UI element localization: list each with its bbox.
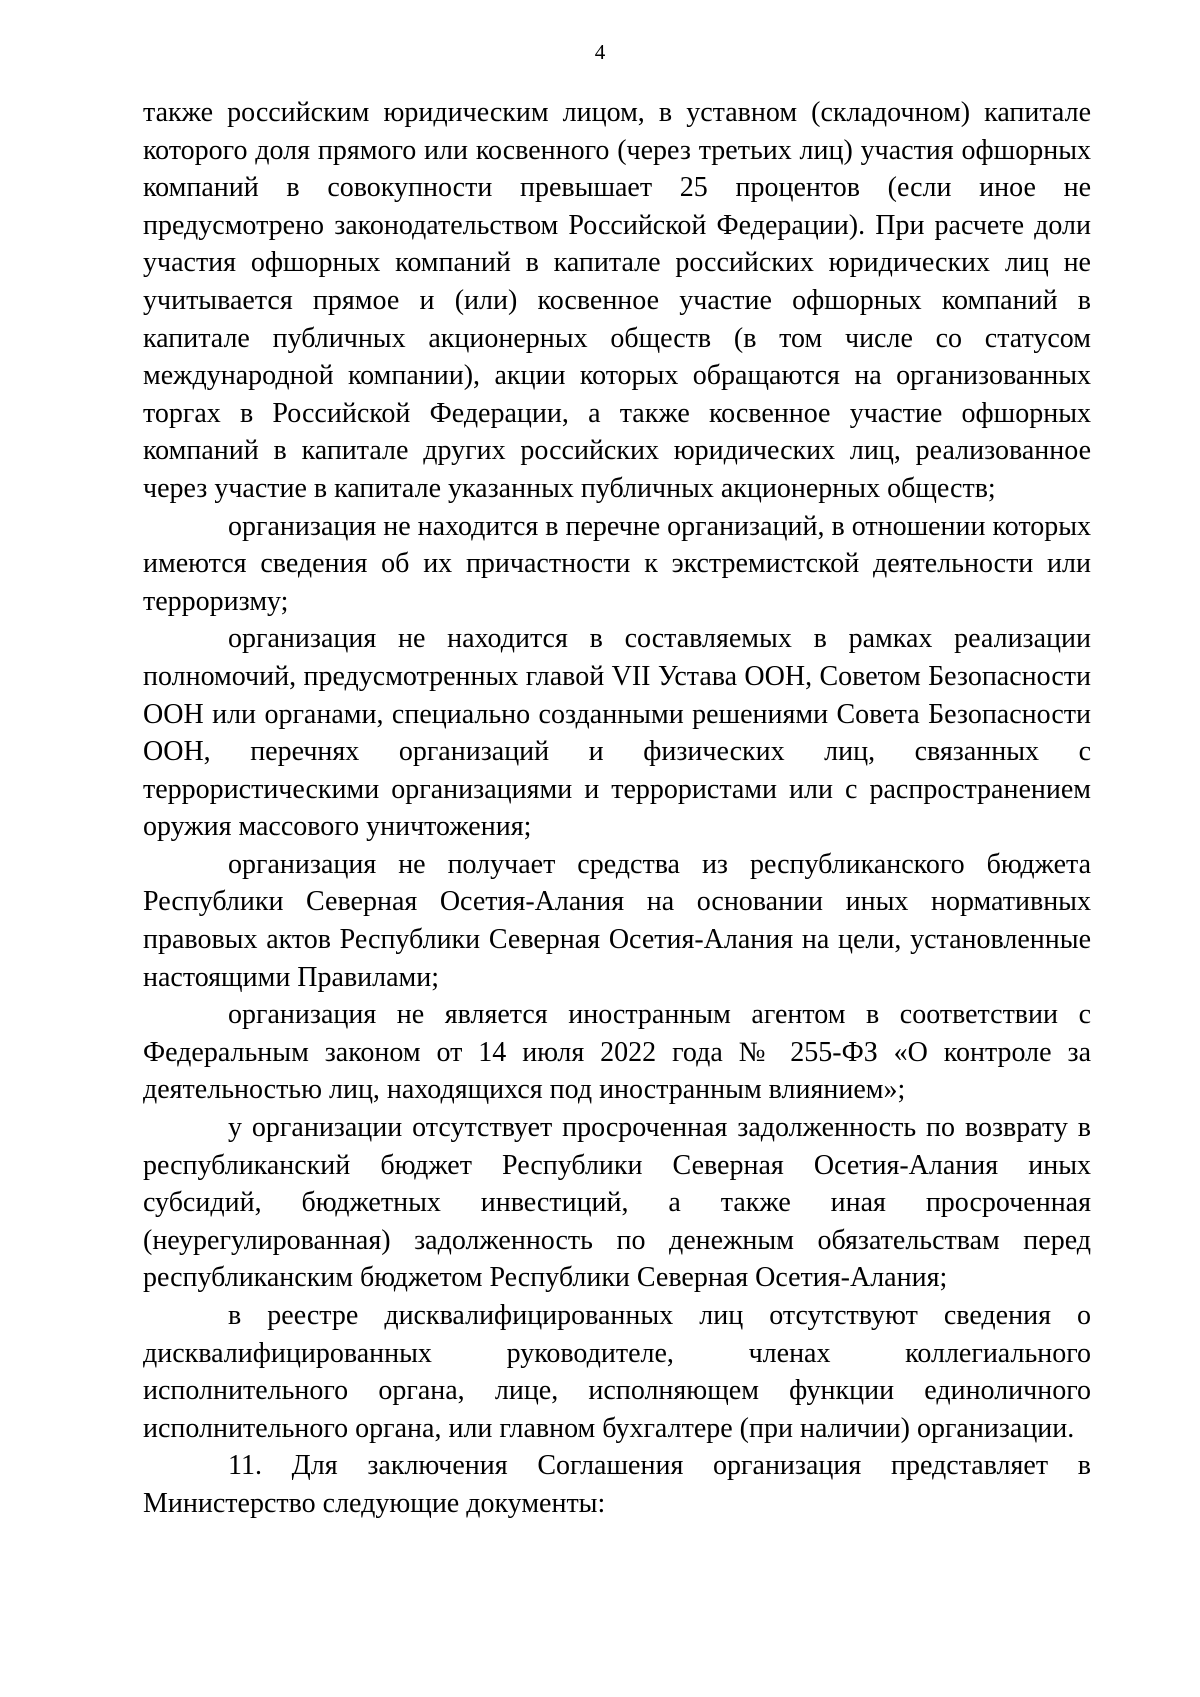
paragraph-un-sanctions-list: организация не находится в составляемых в рамках реализации полномочий, предусмотренных главой VII Устава ООН, Советом Безопасности ООН или органами, специально созданными решениями Совета Безопасности ООН, перечнях организаций и физических лиц, связанных с террористическими организациями и террористами или с распространением оружия массового уничтожения; bbox=[143, 623, 1091, 843]
document-body bbox=[143, 94, 1091, 1523]
page-number: 4 bbox=[594, 40, 606, 64]
paragraph-not-foreign-agent: организация не является иностранным агентом в соответствии с Федеральным законом от 14 июля 2022 года № 255-ФЗ «О контроле за деятельностью лиц, находящихся под иностранным влиянием»; bbox=[143, 999, 1091, 1106]
paragraph-disqualified-persons: в реестре дисквалифицированных лиц отсутствуют сведения о дисквалифицированных руководителе, членах коллегиального исполнительного органа, лице, исполняющем функции единоличного исполнительного органа, или главном бухгалтере (при наличии) организации. bbox=[143, 1300, 1091, 1444]
paragraph-no-overdue-debt: у организации отсутствует просроченная задолженность по возврату в республиканский бюджет Республики Северная Осетия-Алания иных субсидий, бюджетных инвестиций, а также иная просроченная (неурегулированная) задолженность по денежным обязательствам перед республиканским бюджетом Республики Северная Осетия-Алания; bbox=[143, 1112, 1091, 1294]
paragraph-extremism-list: организация не находится в перечне организаций, в отношении которых имеются сведения об их причастности к экстремистской деятельности или терроризму; bbox=[143, 510, 1091, 617]
paragraph-no-other-budget-funds: организация не получает средства из республиканского бюджета Республики Северная Осетия-Алания на основании иных нормативных правовых актов Республики Северная Осетия-Алания на цели, установленные настоящими Правилами; bbox=[143, 848, 1091, 993]
paragraph-offshore-participation: также российским юридическим лицом, в уставном (складочном) капитале которого доля прямого или косвенного (через третьих лиц) участия офшорных компаний в совокупности превышает 25 процентов (если иное не предусмотрено законодательством Российской Федерации). При расчете доли участия офшорных компаний в капитале российских юридических лиц не учитывается прямое и (или) косвенное участие офшорных компаний в капитале публичных акционерных обществ (в том числе со статусом международной компании), акции которых обращаются на организованных торгах в Российской Федерации, а также косвенное участие офшорных компаний в капитале других российских юридических лиц, реализованное через участие в капитале указанных публичных акционерных обществ; bbox=[143, 97, 1091, 504]
paragraph-clause-11: 11. Для заключения Соглашения организация представляет в Министерство следующие документы: bbox=[143, 1450, 1091, 1519]
